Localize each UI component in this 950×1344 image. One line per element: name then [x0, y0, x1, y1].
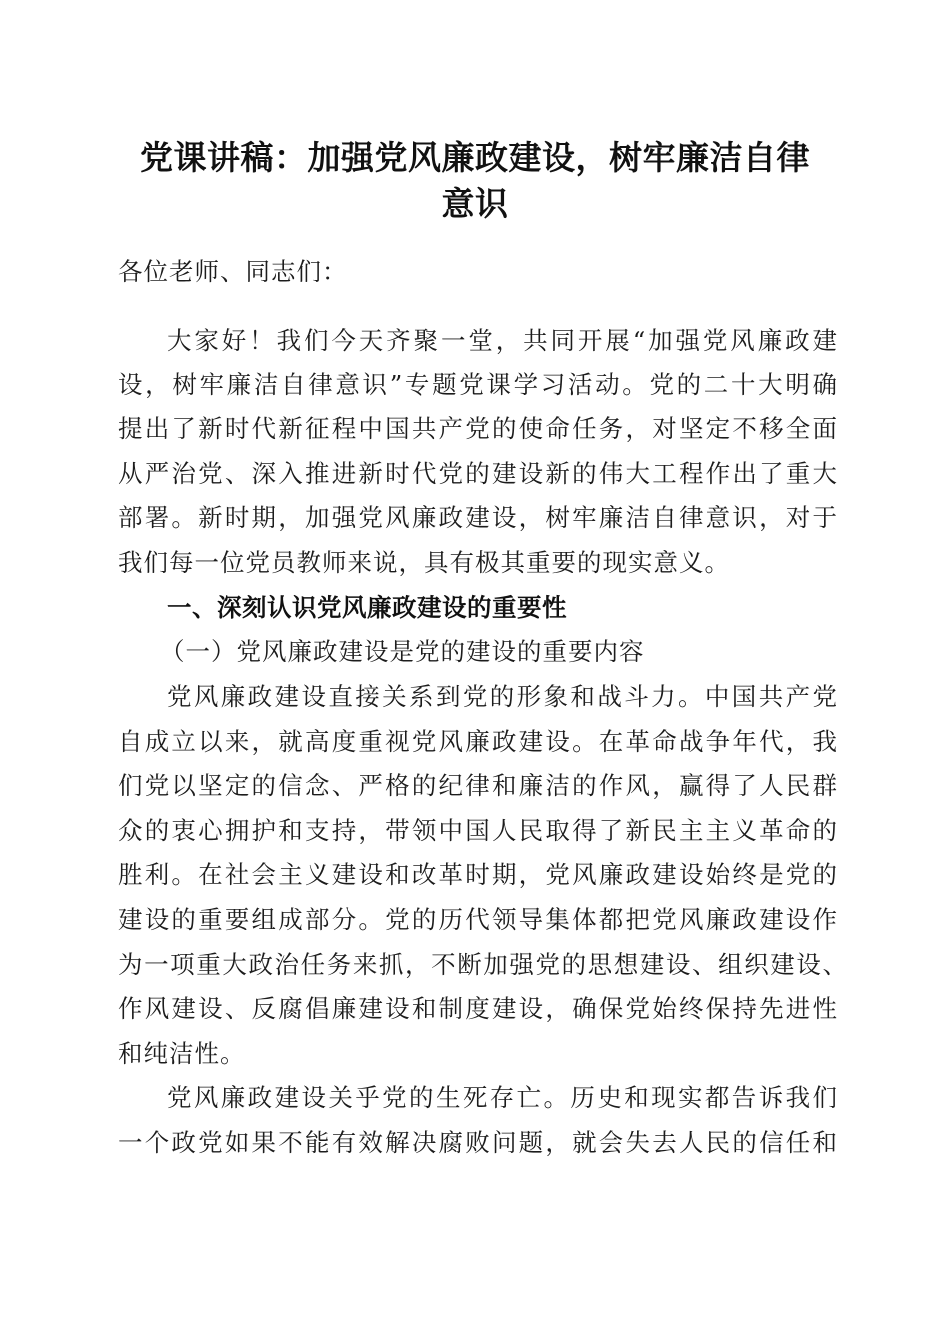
para1-line-2: 自成立以来，就高度重视党风廉政建设。在革命战争年代，我 — [118, 727, 838, 756]
title-line-1: 党课讲稿：加强党风廉政建设，树牢廉洁自律 — [140, 138, 810, 177]
para1-line-1: 党风廉政建设直接关系到党的形象和战斗力。中国共产党 — [167, 682, 838, 711]
para1-line-7: 为一项重大政治任务来抓，不断加强党的思想建设、组织建设、 — [118, 950, 848, 979]
salutation: 各位老师、同志们： — [118, 257, 348, 286]
section-heading: 一、深刻认识党风廉政建设的重要性 — [167, 593, 567, 622]
para1-line-6: 建设的重要组成部分。党的历代领导集体都把党风廉政建设作 — [118, 905, 838, 934]
subsection-heading: （一）党风廉政建设是党的建设的重要内容 — [160, 637, 645, 666]
intro-line-5: 部署。新时期，加强党风廉政建设，树牢廉洁自律意识，对于 — [118, 503, 838, 532]
para1-line-8: 作风建设、反腐倡廉建设和制度建设，确保党始终保持先进性 — [118, 994, 838, 1023]
intro-line-6: 我们每一位党员教师来说，具有极其重要的现实意义。 — [118, 548, 730, 577]
intro-line-2: 设，树牢廉洁自律意识”专题党课学习活动。党的二十大明确 — [118, 370, 838, 399]
para1-line-9: 和纯洁性。 — [118, 1039, 246, 1068]
para2-line-1: 党风廉政建设关乎党的生死存亡。历史和现实都告诉我们 — [167, 1083, 838, 1112]
intro-line-4: 从严治党、深入推进新时代党的建设新的伟大工程作出了重大 — [118, 459, 838, 488]
para1-line-3: 们党以坚定的信念、严格的纪律和廉洁的作风，赢得了人民群 — [118, 771, 838, 800]
document-title — [100, 135, 850, 227]
intro-line-3: 提出了新时代新征程中国共产党的使命任务，对坚定不移全面 — [118, 414, 838, 443]
para2-line-2: 一个政党如果不能有效解决腐败问题，就会失去人民的信任和 — [118, 1128, 838, 1157]
para1-line-4: 众的衷心拥护和支持，带领中国人民取得了新民主主义革命的 — [118, 816, 838, 845]
para1-line-5: 胜利。在社会主义建设和改革时期，党风廉政建设始终是党的 — [118, 860, 838, 889]
title-line-2: 意识 — [441, 184, 509, 223]
intro-line-1: 大家好！我们今天齐聚一堂，共同开展“加强党风廉政建 — [167, 326, 838, 355]
